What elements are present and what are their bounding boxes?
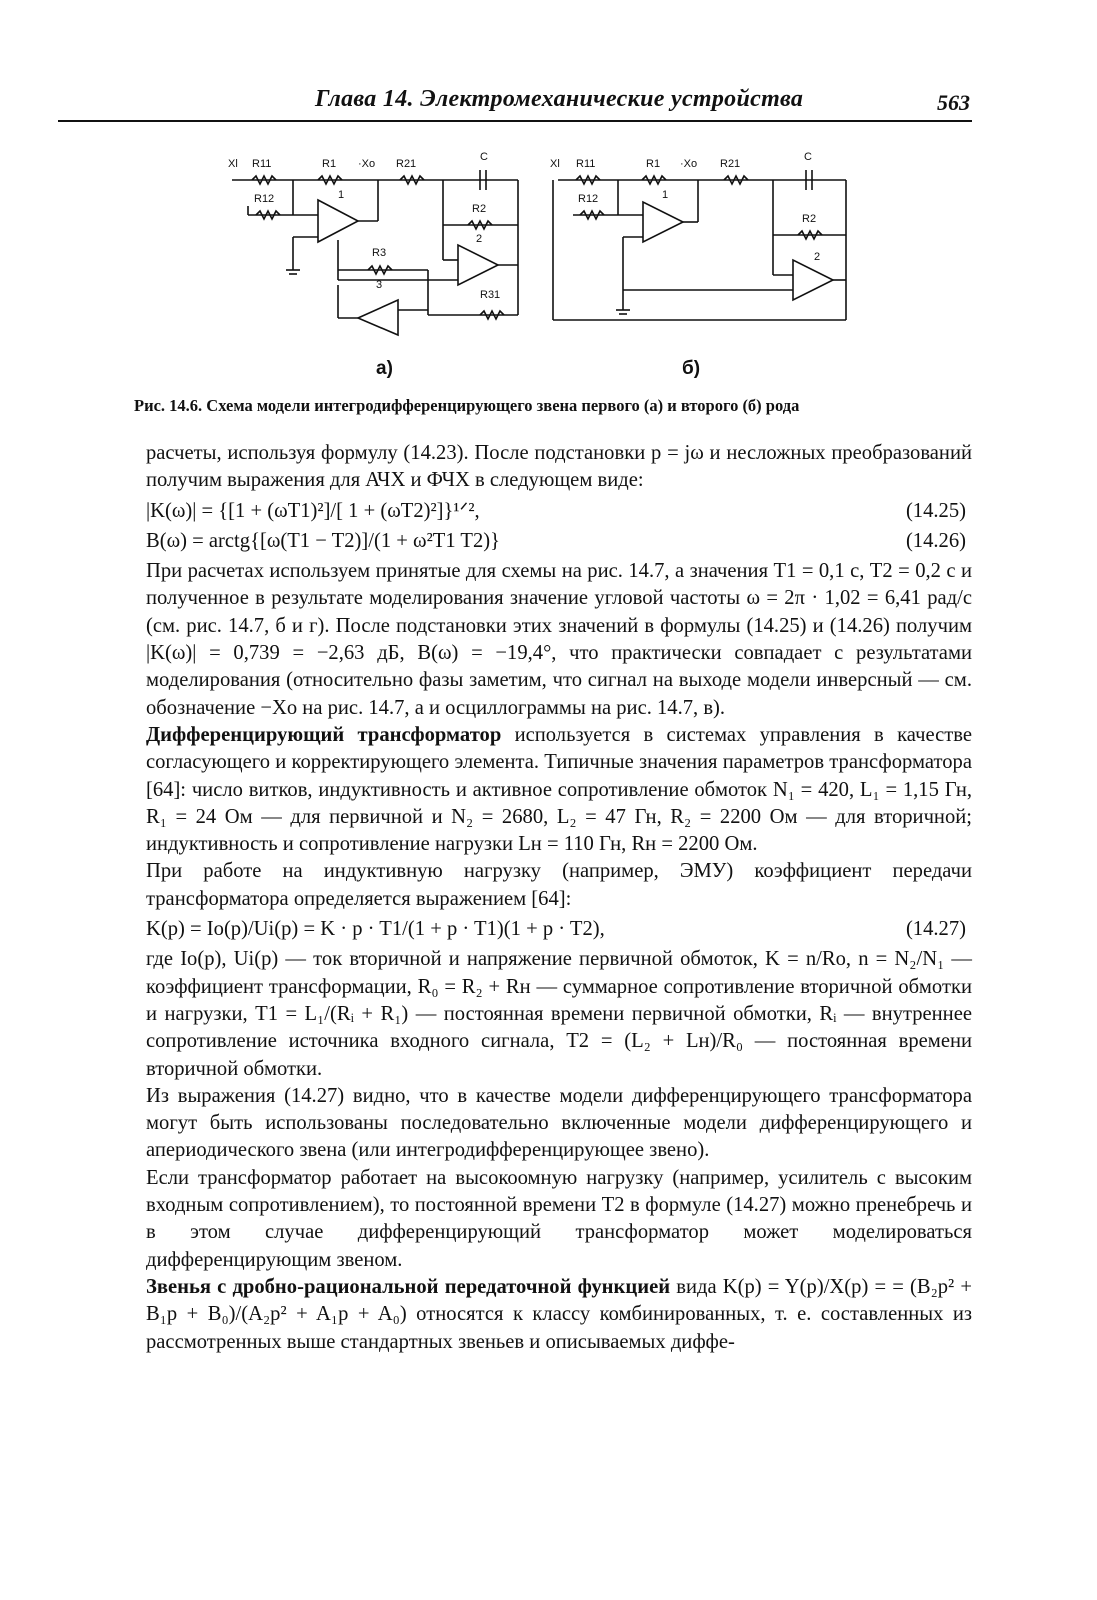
paragraph-8-text: вида K(p) = Y(p)/X(p) = = (B₂p² + B₁p + B₀)/(A₂p² + A₁p + A₀) относятся к классу комбинированных, т. е. составленных из рассмотренных выше стандартных звеньев и описываемых диффе-: [146, 1275, 972, 1353]
paragraph-3: [146, 722, 972, 858]
label-r12-b: R12: [578, 193, 599, 205]
paragraph-1: расчеты, используя формулу (14.23). После подстановки p = jω и несложных преобразований получим выражения для АЧХ и ФЧХ в следующем виде:: [146, 442, 972, 492]
paragraph-6: Из выражения (14.27) видно, что в качестве модели дифференцирующего трансформатора могут быть использованы последовательно включенные модели дифференцирующего и апериодического звена (или интегродифференцирующее звено).: [146, 1084, 972, 1162]
equation-number: (14.25): [905, 499, 966, 522]
main-text: [146, 440, 972, 1356]
label-amp3-a: 3: [376, 279, 383, 291]
equation-14-26: [146, 528, 972, 555]
term-differentiating-transformer: Дифференцирующий трансформатор: [146, 723, 502, 746]
label-r3-a: R3: [372, 247, 387, 259]
label-r31-a: R31: [480, 289, 501, 301]
paragraph-7: Если трансформатор работает на высокоомную нагрузку (например, усилитель с высоким входным сопротивлением), то постоянной времени T2 в формуле (14.27) можно пренебречь и в этом случае дифференцирующий трансформатор может моделироваться дифференцирующим звеном.: [146, 1166, 972, 1271]
chapter-title: Глава 14. Электромеханические устройства: [315, 86, 804, 112]
equation-number: (14.26): [905, 529, 966, 552]
diagram-a-labels: [228, 151, 500, 301]
page-header: [140, 78, 970, 122]
label-r21-b: R21: [720, 158, 741, 170]
figure-caption: Рис. 14.6. Схема модели интегродифференцирующего звена первого (а) и второго (б) рода: [134, 396, 800, 415]
equation-text: K(p) = Io(p)/Ui(p) = K · p · T1/(1 + p · T1)(1 + p · T2),: [146, 918, 605, 941]
label-r1-b: R1: [646, 158, 661, 170]
figure-a-label: а): [376, 358, 393, 379]
paragraph-5: где Io(p), Ui(p) — ток вторичной и напряжение первичной обмоток, K = n/Ro, n = N₂/N₁ — коэффициент трансформации, R₀ = R₂ + Rн — суммарное сопротивление вторичной обмотки и нагрузки, T1 = L₁/(Rᵢ + R₁) — постоянная времени первичной обмотки, Rᵢ — внутреннее сопротивление источника входного сигнала, T2 = (L₂ + Lн)/R₀ — постоянная времени вторичной обмотки.: [146, 948, 972, 1080]
diagram-b-labels: [550, 151, 820, 263]
paragraph-2: При расчетах используем принятые для схемы на рис. 14.7, а значения T1 = 0,1 с, T2 = 0,2 с и полученное в результате моделирования значение угловой частоты ω = 2π · 1,02 = 6,41 рад/с (см. рис. 14.7, б и г). После подстановки этих значений в формулы (14.25) и (14.26) получим |K(ω)| = 0,739 = −2,63 дБ, B(ω) = −19,4°, что практически совпадает с результатами моделирования (относительно фазы заметим, что сигнал на выходе модели инверсный — см. обозначение −Xo на рис. 14.7, а и осциллограммы на рис. 14.7, в).: [146, 560, 972, 719]
paragraph-4: При работе на индуктивную нагрузку (например, ЭМУ) коэффициент передачи трансформатора определяется выражением [64]:: [146, 860, 972, 910]
equation-14-25: [146, 498, 972, 525]
page-number: 563: [937, 90, 970, 115]
label-r12-a: R12: [254, 193, 275, 205]
label-amp1-b: 1: [662, 189, 669, 201]
paragraph-8: [146, 1274, 972, 1356]
equation-number: (14.27): [905, 918, 966, 941]
label-r2-a: R2: [472, 203, 487, 215]
label-xi-b: Xl: [550, 158, 560, 170]
label-amp2-b: 2: [814, 251, 821, 263]
equation-text: |K(ω)| = {[1 + (ωT1)²]/[ 1 + (ωT2)²]}¹ᐟ²,: [146, 499, 480, 522]
label-r11-a: R11: [252, 158, 272, 170]
label-amp1-a: 1: [338, 189, 345, 201]
circuit-diagrams: [218, 140, 878, 390]
label-amp2-a: 2: [476, 233, 483, 245]
paragraph-3-text: используется в системах управления в качестве согласующего и корректирующего элемента. Типичные значения параметров трансформатора [64]: число витков, индуктивность и активное сопротивление обмоток N₁ = 420, L₁ = 1,15 Гн, R₁ = 24 Ом — для первичной и N₂ = 2680, L₂ = 47 Гн, R₂ = 2200 Ом — для вторичной; индуктивность и сопротивление нагрузки Lн = 110 Гн, Rн = 2200 Ом.: [146, 723, 972, 856]
equation-text: B(ω) = arctg{[ω(T1 − T2)]/(1 + ω²T1 T2)}: [146, 529, 501, 552]
circuit-figure: [218, 140, 878, 390]
header-divider: [58, 120, 972, 122]
label-xi-a: Xl: [228, 158, 238, 170]
label-xo-b: ·Xo: [680, 158, 698, 170]
label-xo-a: ·Xo: [358, 158, 376, 170]
label-r1-a: R1: [322, 158, 337, 170]
label-r21-a: R21: [396, 158, 417, 170]
figure-b-label: б): [682, 358, 701, 379]
label-r11-b: R11: [576, 158, 596, 170]
term-fractional-rational-links: Звенья с дробно-рациональной передаточной функцией: [146, 1275, 671, 1298]
label-c-b: C: [804, 151, 812, 163]
label-c-a: C: [480, 151, 488, 163]
equation-14-27: [146, 916, 972, 943]
label-r2-b: R2: [802, 213, 817, 225]
